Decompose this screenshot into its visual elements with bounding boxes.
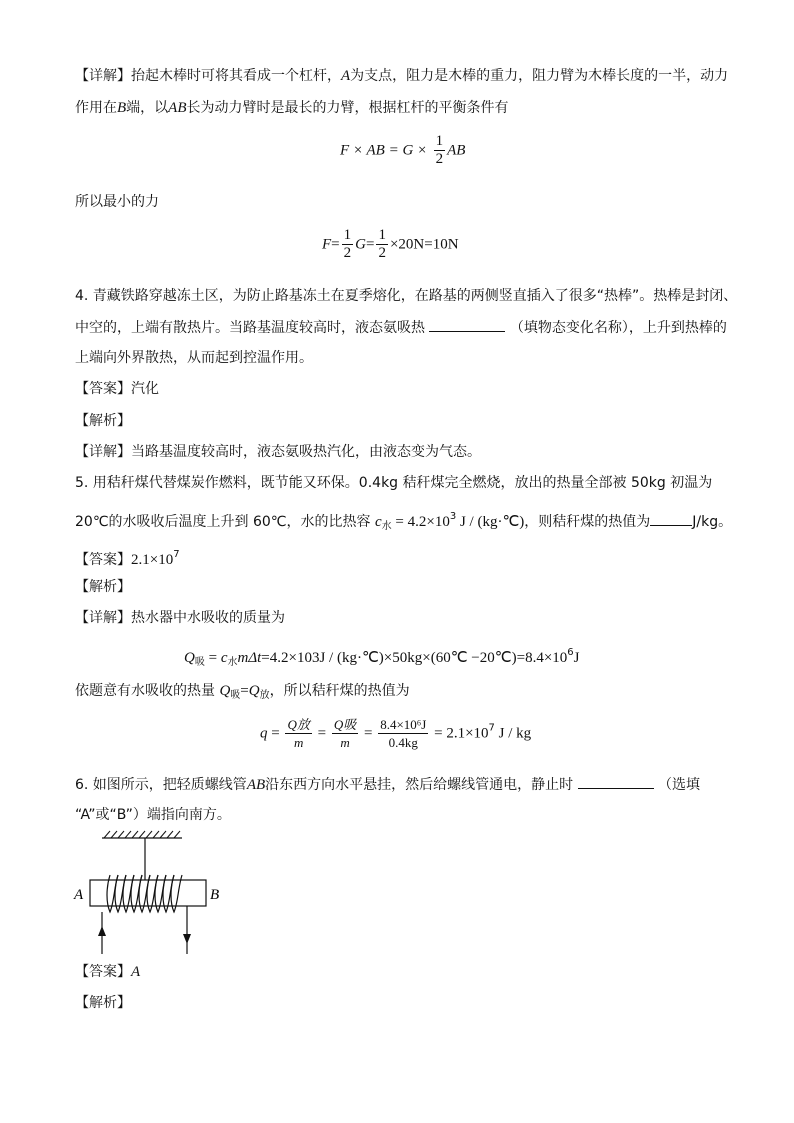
q5-question-line2: 20℃的水吸收后温度上升到 60℃，水的比热容 $c_水 = 4.2\times 10^3$ J / (kg·℃)，则秸秆煤的热值为 J/kg。	[75, 511, 733, 532]
q5-answer: 【答案】$2.1\times 10^7$	[75, 549, 180, 568]
answer-blank	[429, 317, 505, 332]
q6-question-line2: “A”或“B”）端指向南方。	[75, 807, 231, 823]
q5-equation-heat-value: q = $\frac{\text{Q放}}{m}$ = $\frac{\text{Q吸}}{m}$ = $\frac{\text{8.4×10⁶J}}{0.4kg}$ = $2.1\times 10^7$ J / kg	[260, 717, 532, 750]
q5-detail: 【详解】热水器中水吸收的质量为	[75, 610, 285, 626]
q4-question-line1: 4. 青藏铁路穿越冻土区，为防止路基冻土在夏季熔化，在路基的两侧竖直插入了很多“热棒”。热棒是封闭、	[75, 288, 738, 304]
q5-analysis-tag: 【解析】	[75, 579, 131, 595]
answer-blank	[578, 774, 654, 789]
q4-detail: 【详解】当路基温度较高时，液态氨吸热汽化，由液态变为气态。	[75, 444, 481, 460]
q3-equation-balance: F × AB = G × $\frac{1}{2}$ AB	[340, 133, 466, 167]
q3-min-force-text: 所以最小的力	[75, 194, 159, 210]
q5-equation-heat: $Q_吸 = c_水m\Delta t=4.2\times 103J$ / (kg·℃)×50kg×(60℃ $-20℃)=8.4\times 10^6J$	[184, 647, 580, 668]
answer-tag: 【答案】	[75, 381, 131, 397]
answer-blank	[650, 511, 692, 526]
end-label-a: A	[74, 887, 84, 903]
q5-question-line1: 5. 用秸秆煤代替煤炭作燃料，既节能又环保。0.4kg 秸秆煤完全燃烧，放出的热量全部被 50kg 初温为	[75, 475, 713, 491]
q6-analysis-tag: 【解析】	[75, 995, 131, 1011]
q4-answer: 【答案】汽化	[75, 381, 159, 397]
solenoid-figure	[70, 828, 230, 956]
q6-answer: 【答案】A	[75, 964, 141, 980]
detail-tag: 【详解】	[75, 68, 131, 84]
q6-question-line1: 6. 如图所示，把轻质螺线管AB沿东西方向水平悬挂，然后给螺线管通电，静止时 （选填	[75, 774, 700, 795]
fraction: $\frac{1}{2}$	[435, 133, 444, 167]
q3-detail-line1: 【详解】抬起木棒时可将其看成一个杠杆，A为支点，阻力是木棒的重力，阻力臂为木棒长度的一半，动力	[75, 68, 729, 84]
arrow-up-icon	[98, 926, 106, 936]
q5-sentence: 依题意有水吸收的热量 $Q_吸=Q_放$，所以秸秆煤的热值为	[75, 683, 410, 701]
end-label-b: B	[210, 887, 220, 903]
q3-equation-min-force: F= $\frac{1}{2}$ G= $\frac{1}{2}$ ×20N=10N	[322, 227, 459, 261]
arrow-down-icon	[183, 934, 191, 944]
q4-question-line3: 上端向外界散热，从而起到控温作用。	[75, 350, 313, 366]
q4-analysis-tag: 【解析】	[75, 413, 131, 429]
ceiling-hatch	[104, 831, 180, 838]
q3-detail-line2: 作用在B端，以AB长为动力臂时是最长的力臂，根据杠杆的平衡条件有	[75, 100, 509, 116]
q4-question-line2: 中空的，上端有散热片。当路基温度较高时，液态氨吸热 （填物态变化名称），上升到热棒的	[75, 317, 727, 338]
